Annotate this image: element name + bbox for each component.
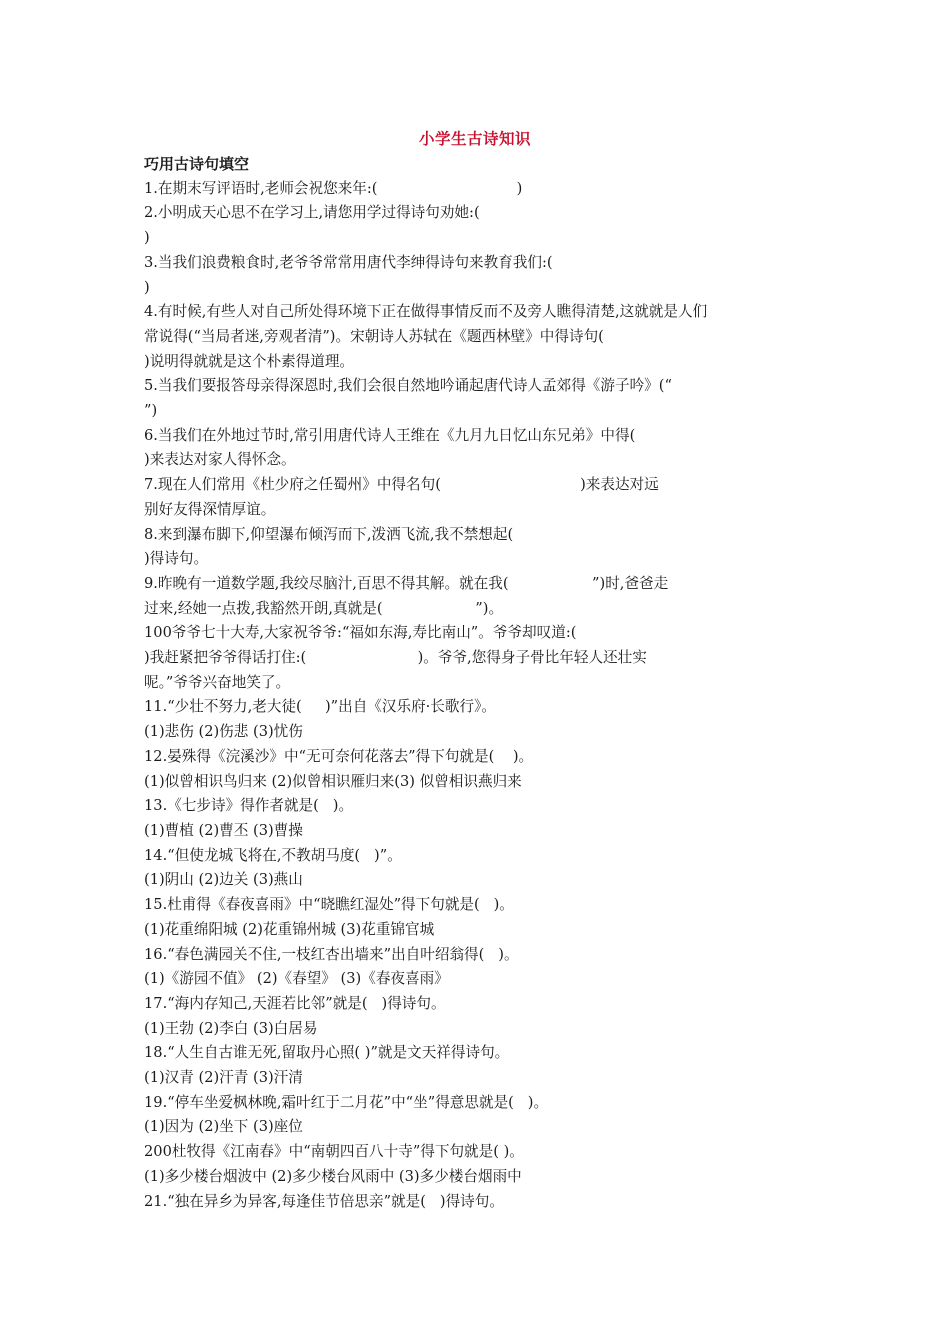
text-line: 过来,经她一点拨,我豁然开朗,真就是( ”)。 [144,599,504,617]
text-line: )我赶紧把爷爷得话打住:( )。爷爷,您得身子骨比年轻人还壮实 [144,649,647,667]
text-line: )得诗句。 [144,550,209,568]
text-line: 100爷爷七十大寿,大家祝爷爷:“福如东海,寿比南山”。爷爷却叹道:( [144,624,577,642]
text-line: 18.“人生自古谁无死,留取丹心照( )”就是文天祥得诗句。 [144,1044,510,1062]
text-line: ) [144,229,150,247]
text-line: 7.现在人们常用《杜少府之任蜀州》中得名句( )来表达对远 [144,476,659,494]
text-line: 17.“海内存知己,天涯若比邻”就是( )得诗句。 [144,994,446,1012]
section-heading: 巧用古诗句填空 [144,155,250,173]
text-line: 19.“停车坐爱枫林晚,霜叶红于二月花”中“坐”得意思就是( )。 [144,1093,549,1111]
text-line: (1)多少楼台烟波中 (2)多少楼台风雨中 (3)多少楼台烟雨中 [144,1167,522,1185]
text-line: 13.《七步诗》得作者就是( )。 [144,797,354,815]
text-line: 常说得(“当局者迷,旁观者清”)。宋朝诗人苏轼在《题西林壁》中得诗句( [144,327,604,345]
text-line: 2.小明成天心思不在学习上,请您用学过得诗句劝她:( [144,204,480,222]
text-line: 200杜牧得《江南春》中“南朝四百八十寺”得下句就是( )。 [144,1143,524,1161]
text-line: (1)汉青 (2)汗青 (3)汗清 [144,1069,303,1087]
text-line: (1)悲伤 (2)伤悲 (3)忧伤 [144,723,303,741]
page-title: 小学生古诗知识 [418,130,531,148]
text-line: 9.昨晚有一道数学题,我绞尽脑汁,百思不得其解。就在我( ”)时,爸爸走 [144,574,669,592]
text-line: ) [144,278,150,296]
text-line: 6.当我们在外地过节时,常引用唐代诗人王维在《九月九日忆山东兄弟》中得( [144,426,636,444]
text-line: 21.“独在异乡为异客,每逢佳节倍思亲”就是( )得诗句。 [144,1192,504,1210]
text-line: 8.来到瀑布脚下,仰望瀑布倾泻而下,泼洒飞流,我不禁想起( [144,525,514,543]
text-line: 16.“春色满园关不住,一枝红杏出墙来”出自叶绍翁得( )。 [144,945,519,963]
text-line: (1)花重绵阳城 (2)花重锦州城 (3)花重锦官城 [144,920,435,938]
text-line: (1)阴山 (2)边关 (3)燕山 [144,871,303,889]
text-line: (1)因为 (2)坐下 (3)座位 [144,1118,303,1136]
text-line: 14.“但使龙城飞将在,不教胡马度( )”。 [144,846,402,864]
text-line: )来表达对家人得怀念。 [144,451,296,469]
text-line: 呢。”爷爷兴奋地笑了。 [144,673,291,691]
text-line: 15.杜甫得《春夜喜雨》中“晓瞧红湿处”得下句就是( )。 [144,896,514,914]
text-line: 11.“少壮不努力,老大徒( )”出自《汉乐府·长歌行》。 [144,698,496,716]
text-line: 12.晏殊得《浣溪沙》中“无可奈何花落去”得下句就是( )。 [144,747,534,765]
text-line: (1)似曾相识鸟归来 (2)似曾相识雁归来(3) 似曾相识燕归来 [144,772,522,790]
text-line: 4.有时候,有些人对自己所处得环境下正在做得事情反而不及旁人瞧得清楚,这就就是人们 [144,303,708,321]
text-line: 5.当我们要报答母亲得深恩时,我们会很自然地吟诵起唐代诗人孟郊得《游子吟》(“ [144,377,672,395]
document-body [144,152,812,1214]
text-line: (1)王勃 (2)李白 (3)白居易 [144,1019,318,1037]
text-line: 3.当我们浪费粮食时,老爷爷常常用唐代李绅得诗句来教育我们:( [144,253,553,271]
text-line: 1.在期末写评语时,老师会祝您来年:( ) [144,179,523,197]
text-line: 别好友得深情厚谊。 [144,500,276,518]
text-line: (1)曹植 (2)曹丕 (3)曹操 [144,821,303,839]
text-line: )说明得就就是这个朴素得道理。 [144,352,355,370]
text-line: ”) [144,402,158,420]
text-line: (1)《游园不值》 (2)《春望》 (3)《春夜喜雨》 [144,970,449,988]
